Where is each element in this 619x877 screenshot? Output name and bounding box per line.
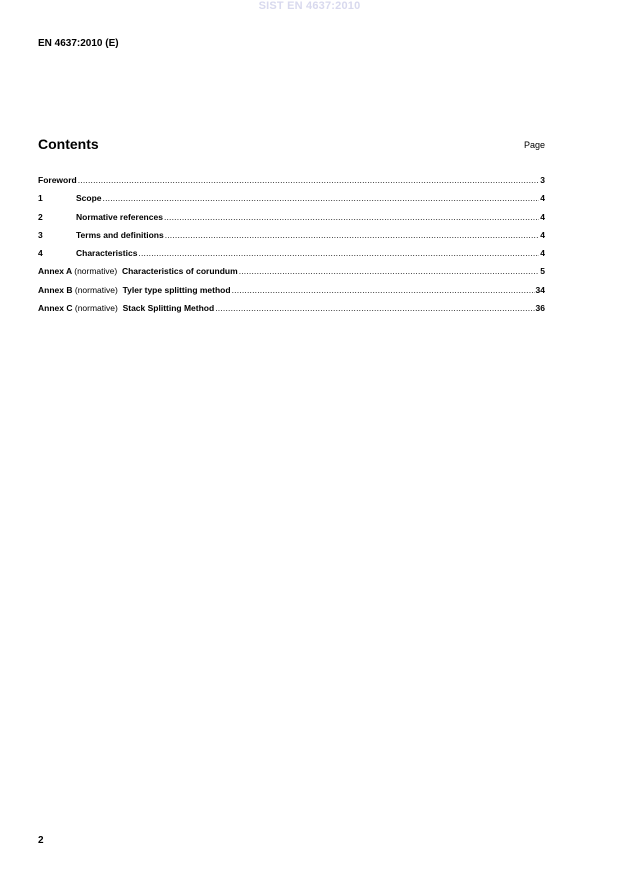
page-number: 2 (38, 835, 44, 846)
dot-leader (239, 266, 540, 276)
toc-entry-annex-c[interactable] (38, 303, 545, 321)
toc-entry-characteristics[interactable] (38, 248, 545, 266)
toc-entry-page: 4 (540, 229, 545, 240)
toc-entry-annex-b[interactable] (38, 285, 545, 303)
toc-entry-scope[interactable] (38, 193, 545, 211)
annex-type: (normative) (74, 303, 118, 314)
dot-leader (164, 212, 539, 222)
dot-leader (165, 230, 540, 240)
toc-entry-title: Characteristics (76, 248, 138, 259)
toc-entry-page: 5 (540, 266, 545, 277)
annex-label: Annex C (normative) (38, 303, 118, 314)
annex-label: Annex A (normative) (38, 266, 118, 277)
toc-entry-terms-and-definitions[interactable] (38, 230, 545, 248)
annex-type: (normative) (74, 284, 118, 295)
watermark: SIST EN 4637:2010 (258, 0, 361, 12)
annex-type: (normative) (74, 266, 118, 277)
dot-leader (215, 303, 534, 313)
toc-entry-foreword[interactable] (38, 175, 545, 193)
toc-entry-number: 2 (38, 211, 43, 222)
dot-leader (138, 248, 539, 258)
toc-entry-normative-references[interactable] (38, 212, 545, 230)
toc-entry-page: 36 (535, 303, 545, 314)
contents-title: Contents (38, 136, 99, 152)
toc-entry-title: Terms and definitions (76, 229, 164, 240)
page-column-label: Page (523, 140, 545, 150)
toc-entry-title: Tyler type splitting method (122, 284, 231, 295)
dot-leader (103, 193, 540, 203)
toc-entry-number: 3 (38, 229, 43, 240)
toc-entry-page: 34 (535, 284, 545, 295)
toc-entry-title: Scope (76, 193, 102, 204)
toc-entry-title: Characteristics of corundum (121, 266, 238, 277)
toc-entry-number: 4 (38, 248, 43, 259)
toc-entry-page: 4 (540, 193, 545, 204)
toc-entry-page: 4 (540, 211, 545, 222)
dot-leader (78, 175, 540, 185)
toc-entry-annex-a[interactable] (38, 266, 545, 284)
toc-entry-title: Normative references (76, 211, 163, 222)
toc-entry-title: Foreword (38, 175, 77, 185)
toc-entry-page: 3 (540, 175, 545, 185)
table-of-contents (38, 175, 545, 321)
annex-label: Annex B (normative) (38, 284, 118, 295)
document-id: EN 4637:2010 (E) (38, 38, 119, 49)
dot-leader (232, 285, 535, 295)
toc-entry-page: 4 (540, 248, 545, 259)
toc-entry-number: 1 (38, 193, 43, 204)
toc-entry-title: Stack Splitting Method (122, 303, 215, 314)
